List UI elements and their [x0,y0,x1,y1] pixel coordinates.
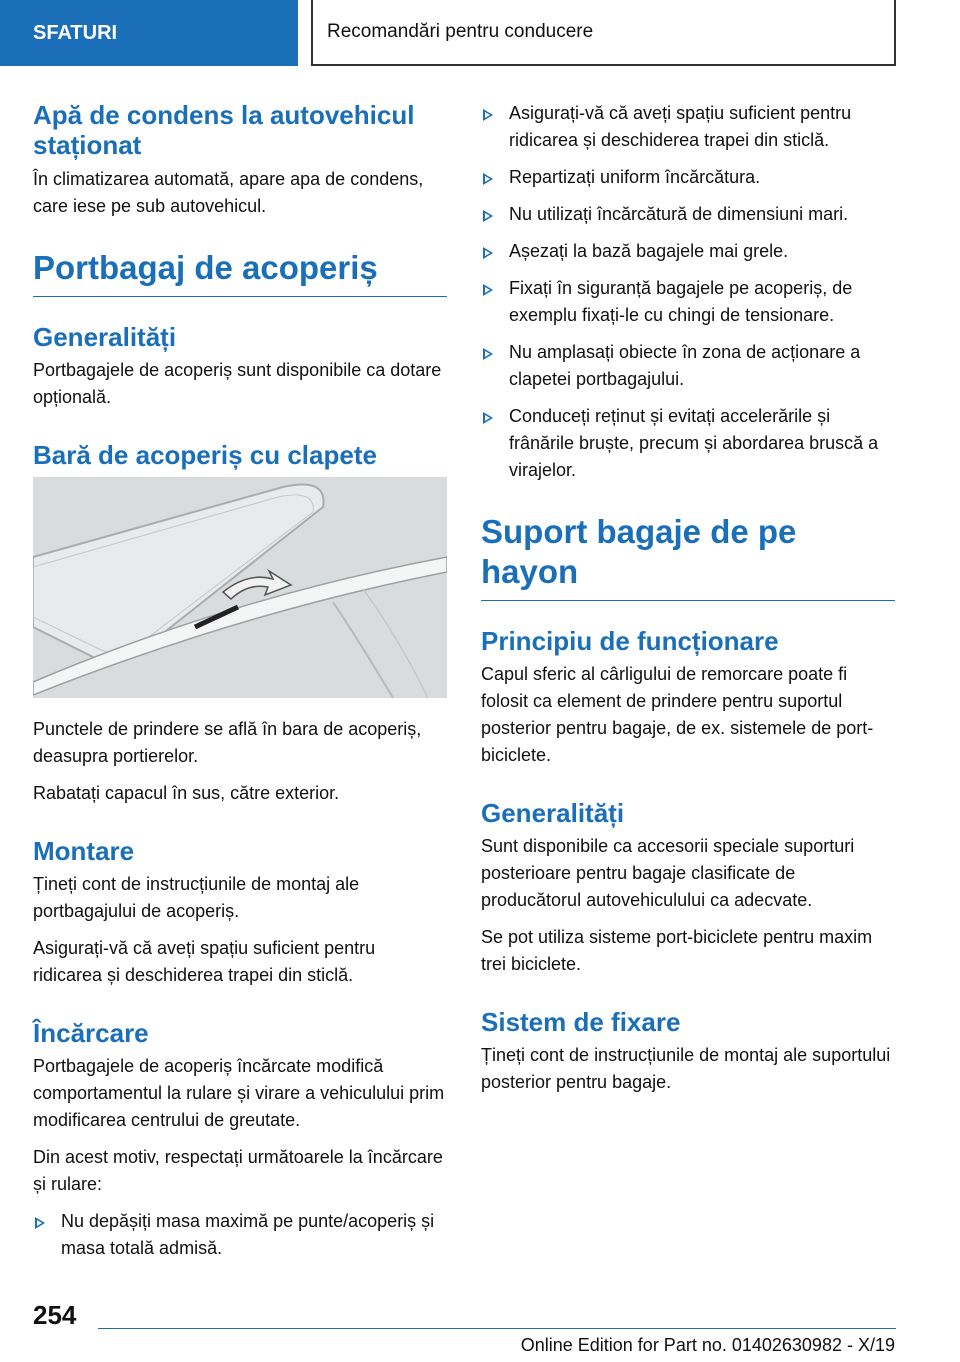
text-principiu: Capul sferic al cârligului de remorcare poate fi folosit ca element de prindere pentru suportul posterior pentru bagaje, de ex. sistemele de port-biciclete. [481,664,874,765]
heading-principiu: Principiu de funcționare [481,626,779,656]
heading-condens: Apă de condens la autovehicul staționat [33,100,415,160]
list-item-text: Fixați în siguranță bagajele pe acoperiș, de exemplu fixați-le cu chingi de tensionare. [509,278,853,325]
heading-generalitati-2: Generalități [481,798,625,828]
section-tab [0,0,298,66]
list-item [481,238,895,265]
list-item-text: Nu utilizați încărcătură de dimensiuni mari. [509,204,849,224]
text-generalitati-2b: Se pot utiliza sisteme port-biciclete pentru maxim trei biciclete. [481,927,873,974]
bullet-list-right [481,100,895,484]
edition-text: Online Edition for Part no. 01402630982 - X/19 [520,1335,895,1355]
triangle-bullet-icon [483,412,493,424]
list-item-text: Nu amplasați obiecte în zona de acționare a clapetei portbagajului. [509,342,861,389]
list-item [481,201,895,228]
list-item-text: Așezați la bază bagajele mai grele. [509,241,789,261]
chapter-title: Recomandări pentru conducere [327,21,594,42]
left-column [33,100,447,1272]
triangle-bullet-icon [483,210,493,222]
triangle-bullet-icon [483,247,493,259]
heading-montare: Montare [33,836,135,866]
text-montare-2: Asigurați-vă că aveți spațiu suficient pentru ridicarea și deschiderea trapei din sticlă. [33,938,376,985]
heading-incarcare: Încărcare [33,1018,149,1048]
text-sistem: Țineți cont de instrucțiunile de montaj ale suportului posterior pentru bagaje. [481,1045,891,1092]
heading-suport: Suport bagaje de pe hayon [481,512,895,601]
list-item-text: Nu depășiți masa maximă pe punte/acoperiș și masa totală admisă. [61,1211,435,1258]
roof-rail-flap-figure [33,477,447,698]
text-generalitati: Portbagajele de acoperiș sunt disponibile ca dotare opțională. [33,360,442,407]
triangle-bullet-icon [483,284,493,296]
page-number: 254 [33,1300,77,1330]
triangle-bullet-icon [35,1217,45,1229]
heading-portbagaj: Portbagaj de acoperiș [33,248,447,297]
text-condens: În climatizarea automată, apare apa de condens, care iese pe sub autovehicul. [33,169,424,216]
list-item [481,275,895,329]
list-item [481,100,895,154]
right-column [481,100,895,1106]
section-title: SFATURI [33,21,118,44]
text-incarcare-2: Din acest motiv, respectați următoarele la încărcare și rulare: [33,1147,443,1194]
heading-bara: Bară de acoperiș cu clapete [33,440,377,470]
text-puncte: Punctele de prindere se află în bara de acoperiș, deasupra portierelor. [33,719,422,766]
list-item-text: Repartizați uniform încărcătura. [509,167,761,187]
text-rabatati: Rabatați capacul în sus, către exterior. [33,783,340,803]
list-item [481,339,895,393]
triangle-bullet-icon [483,109,493,121]
triangle-bullet-icon [483,173,493,185]
list-item-text: Conduceți reținut și evitați accelerările și frânările bruște, precum și abordarea bruscă a virajelor. [509,406,879,480]
text-generalitati-2a: Sunt disponibile ca accesorii speciale suporturi posterioare pentru bagaje clasificate de producătorul autovehiculului ca adecvate. [481,836,855,910]
list-item [481,164,895,191]
text-montare-1: Țineți cont de instrucțiunile de montaj ale portbagajului de acoperiș. [33,874,360,921]
list-item [481,403,895,484]
triangle-bullet-icon [483,348,493,360]
footer-divider [98,1328,896,1329]
bullet-list-left [33,1208,447,1262]
chapter-header [311,0,896,66]
list-item [33,1208,447,1262]
list-item-text: Asigurați-vă că aveți spațiu suficient pentru ridicarea și deschiderea trapei din sticlă. [509,103,852,150]
heading-sistem: Sistem de fixare [481,1007,681,1037]
heading-generalitati: Generalități [33,322,177,352]
text-incarcare-1: Portbagajele de acoperiș încărcate modifică comportamentul la rulare și virare a vehiculului prim modificarea centrului de greutate. [33,1056,445,1130]
